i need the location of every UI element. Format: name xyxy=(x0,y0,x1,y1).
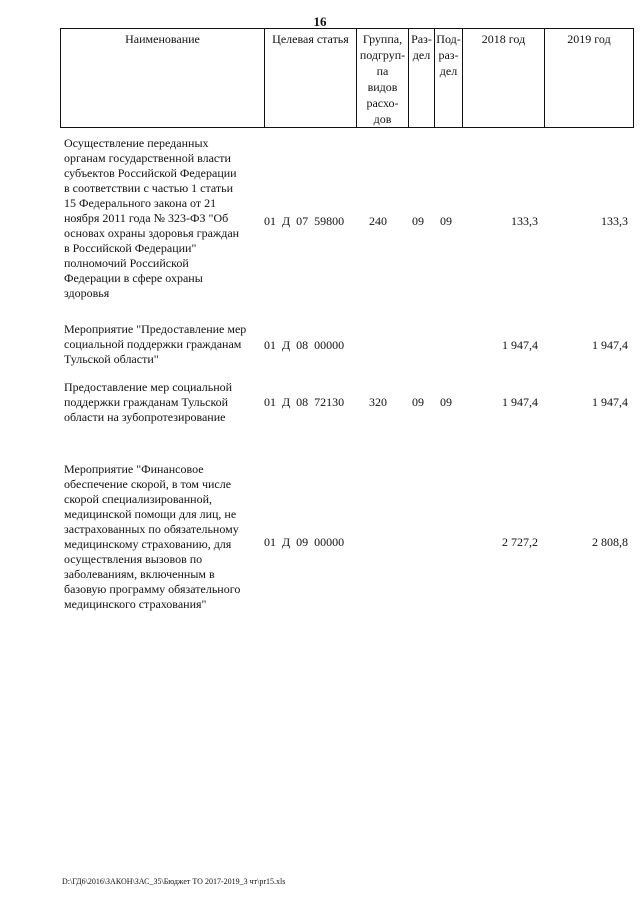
row-name-line: здоровья xyxy=(64,286,110,300)
row-name-line: области на зубопротезирование xyxy=(64,410,226,424)
row-name-line: в соответствии с частью 1 статьи xyxy=(64,181,234,195)
row-value-2018: 1 947,4 xyxy=(502,338,538,352)
row-podrazdel: 09 xyxy=(440,214,452,228)
row-value-2019: 2 808,8 xyxy=(592,535,628,549)
row-target-code: 01 Д 09 00000 xyxy=(264,535,345,549)
header-line: дел xyxy=(439,64,458,78)
header-line: дел xyxy=(412,48,431,62)
row-value-2018: 133,3 xyxy=(511,214,538,228)
row-name xyxy=(64,380,264,425)
row-name-line: базовую программу обязательного xyxy=(64,582,241,596)
row-razdel: 09 xyxy=(412,395,424,409)
header-2019: 2019 год xyxy=(545,29,634,128)
header-line: Группа, xyxy=(362,32,403,46)
row-name-line: социальной поддержки гражданам xyxy=(64,337,242,351)
header-2018: 2018 год xyxy=(463,29,545,128)
row-name-line: органам государственной власти xyxy=(64,151,231,165)
row-name-line: Мероприятие "Финансовое xyxy=(64,462,204,476)
row-group: 320 xyxy=(369,395,387,409)
header-line: расхо- xyxy=(366,96,399,110)
header-line: дов xyxy=(373,112,392,126)
row-value-2019: 1 947,4 xyxy=(592,338,628,352)
row-target-code: 01 Д 07 59800 xyxy=(264,214,345,228)
header-group xyxy=(357,29,409,128)
header-line: видов xyxy=(367,80,398,94)
row-podrazdel: 09 xyxy=(440,395,452,409)
row-name-line: осуществления вызовов по xyxy=(64,552,203,566)
row-value-2018: 2 727,2 xyxy=(502,535,538,549)
row-target-code: 01 Д 08 72130 xyxy=(264,395,345,409)
row-name-line: поддержки гражданам Тульской xyxy=(64,395,229,409)
row-name-line: Мероприятие "Предоставление мер xyxy=(64,322,247,336)
header-podrazdel xyxy=(435,29,463,128)
row-value-2019: 133,3 xyxy=(601,214,628,228)
header-line: па xyxy=(376,64,389,78)
row-razdel: 09 xyxy=(412,214,424,228)
row-name-line: заболеваниям, включенным в xyxy=(64,567,215,581)
row-name xyxy=(64,462,264,612)
header-line: раз- xyxy=(438,48,459,62)
row-name-line: Тульской области" xyxy=(64,352,159,366)
row-name xyxy=(64,322,264,367)
row-value-2018: 1 947,4 xyxy=(502,395,538,409)
page-number: 16 xyxy=(313,14,327,29)
row-name-line: полномочий Российской xyxy=(64,256,189,270)
header-name: Наименование xyxy=(61,29,265,128)
row-name-line: медицинскому страхованию, для xyxy=(64,537,232,551)
row-group: 240 xyxy=(369,214,387,228)
row-name-line: медицинской помощи для лиц, не xyxy=(64,507,237,521)
row-name-line: Предоставление мер социальной xyxy=(64,380,233,394)
row-name-line: обеспечение скорой, в том числе xyxy=(64,477,232,491)
header-razdel xyxy=(409,29,435,128)
row-name-line: Осуществление переданных xyxy=(64,136,209,150)
row-name-line: основах охраны здоровья граждан xyxy=(64,226,240,240)
row-name-line: медицинского страхования" xyxy=(64,597,207,611)
header-line: подгруп- xyxy=(359,48,406,62)
row-name-line: субъектов Российской Федерации xyxy=(64,166,237,180)
row-name-line: в Российской Федерации" xyxy=(64,241,197,255)
table-header xyxy=(60,28,634,128)
row-target-code: 01 Д 08 00000 xyxy=(264,338,345,352)
header-line: Раз- xyxy=(411,32,432,46)
row-name-line: Федерации в сфере охраны xyxy=(64,271,203,285)
row-name-line: скорой специализированной, xyxy=(64,492,212,506)
header-line: Под- xyxy=(436,32,461,46)
header-target: Целевая статья xyxy=(265,29,357,128)
row-name-line: застрахованных по обязательному xyxy=(64,522,239,536)
row-name xyxy=(64,136,264,301)
row-value-2019: 1 947,4 xyxy=(592,395,628,409)
file-path-footer: D:\ГД6\2016\ЗАКОН\ЗАС_35\Бюджет ТО 2017-2019_3 чт\pr15.xls xyxy=(62,877,286,886)
row-name-line: 15 Федерального закона от 21 xyxy=(64,196,217,210)
row-name-line: ноября 2011 года № 323-ФЗ "Об xyxy=(64,211,229,225)
